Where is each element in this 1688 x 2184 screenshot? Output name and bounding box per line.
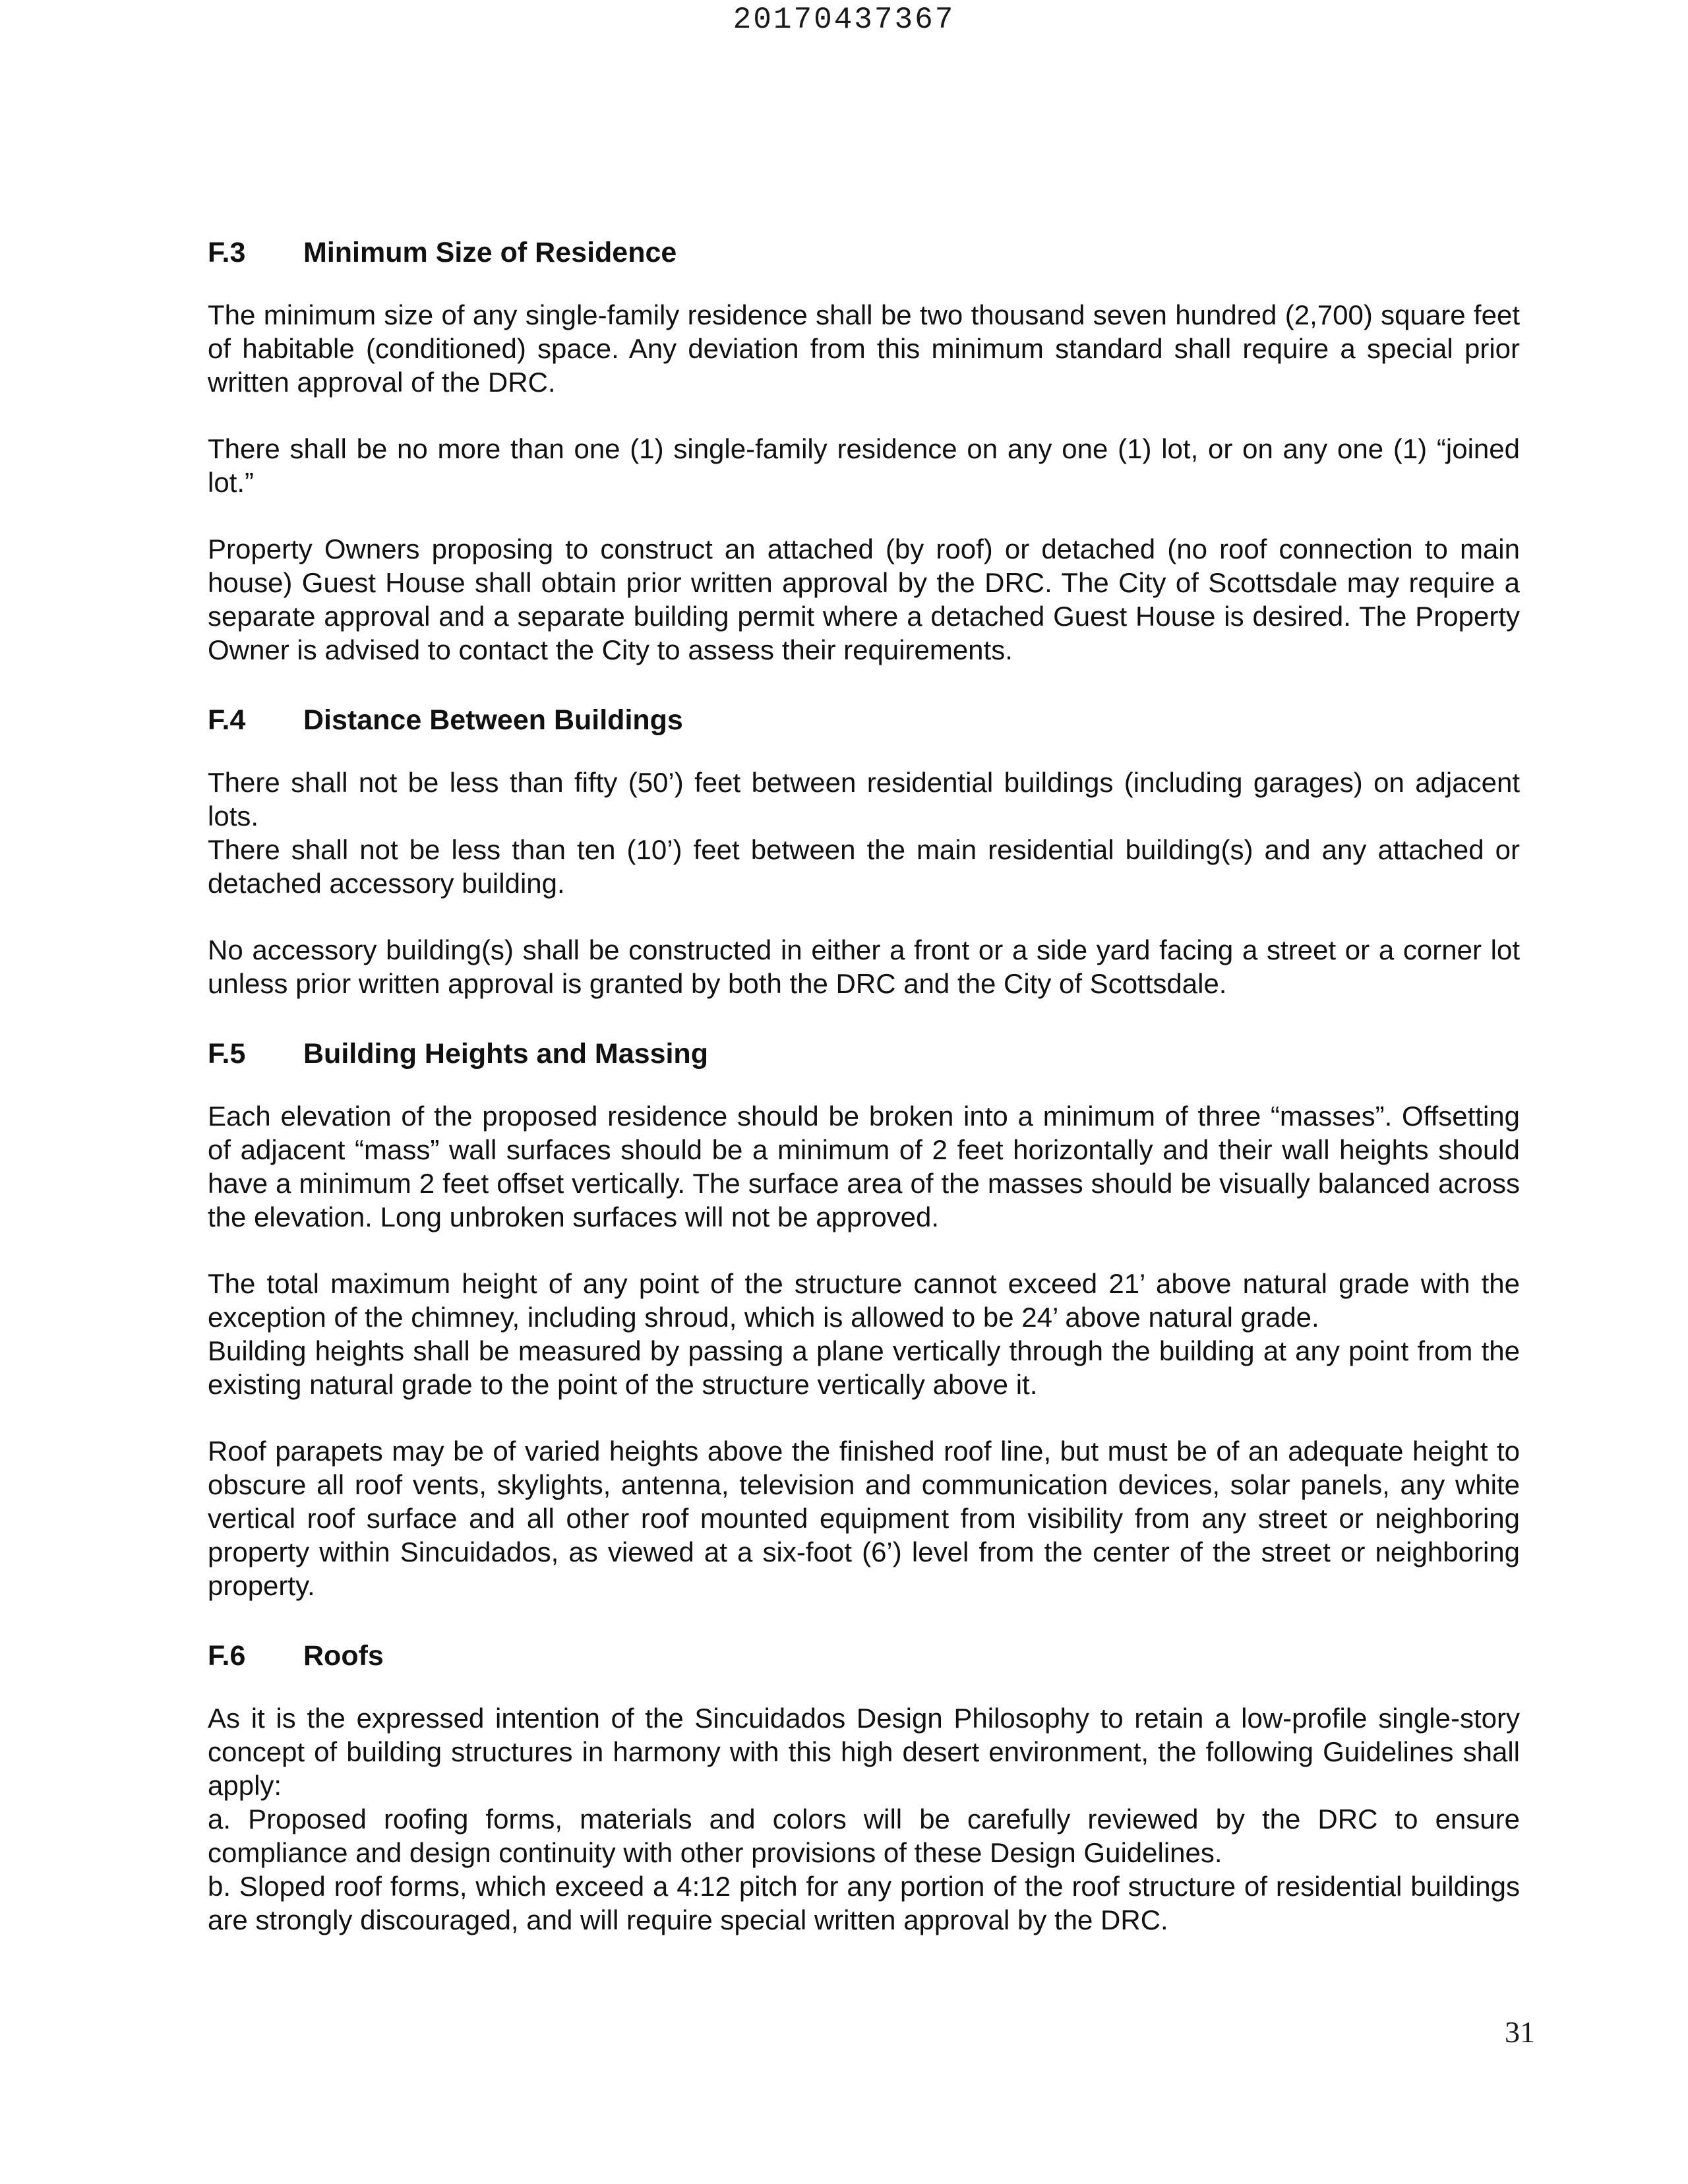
section-title: Building Heights and Massing xyxy=(303,1038,708,1070)
section-f4 xyxy=(208,700,1520,1000)
paragraph: a. Proposed roofing forms, materials and colors will be carefully reviewed by the DRC to ensure compliance and design continuity with other provisions of these Design Guidelines. xyxy=(208,1804,1520,1868)
section-number: F.3 xyxy=(208,237,246,268)
paragraph: b. Sloped roof forms, which exceed a 4:12 pitch for any portion of the roof structure of residential buildings are strongly discouraged, and will require special written approval by the DRC. xyxy=(208,1871,1520,1935)
paragraph: Roof parapets may be of varied heights above the finished roof line, but must be of an adequate height to obscure all roof vents, skylights, antenna, television and communication devices, solar panels, any white vertical roof surface and all other roof mounted equipment from visibility from any street or neighboring property within Sincuidados, as viewed at a six-foot (6’) level from the center of the street or neighboring property. xyxy=(208,1436,1520,1601)
document-number: 20170437367 xyxy=(733,3,955,37)
section-heading xyxy=(208,1033,1520,1074)
section-title: Distance Between Buildings xyxy=(303,704,683,736)
section-f3 xyxy=(208,232,1520,667)
paragraph: Each elevation of the proposed residence should be broken into a minimum of three “masses”. Offsetting of adjacent “mass” wall surfaces should be a minimum of 2 feet horizontally and their wall heights should have a minimum 2 feet offset vertically. The surface area of the masses should be visually balanced across the elevation. Long unbroken surfaces will not be approved. xyxy=(208,1101,1520,1232)
page-number: 31 xyxy=(1505,2015,1535,2049)
paragraph: Property Owners proposing to construct an attached (by roof) or detached (no roof connection to main house) Guest House shall obtain prior written approval by the DRC. The City of Scottsdale may require a separate approval and a separate building permit where a detached Guest House is desired. The Property Owner is advised to contact the City to assess their requirements. xyxy=(208,533,1520,665)
paragraph: No accessory building(s) shall be constructed in either a front or a side yard facing a street or a corner lot unless prior written approval is granted by both the DRC and the City of Scottsdale. xyxy=(208,934,1520,999)
paragraph: There shall not be less than fifty (50’) feet between residential buildings (including garages) on adjacent lots. xyxy=(208,767,1520,832)
section-number: F.5 xyxy=(208,1038,246,1070)
paragraph: Building heights shall be measured by passing a plane vertically through the building at any point from the existing natural grade to the point of the structure vertically above it. xyxy=(208,1335,1520,1400)
page-content xyxy=(208,232,1520,1970)
section-title: Roofs xyxy=(303,1640,384,1672)
section-heading xyxy=(208,232,1520,273)
section-heading xyxy=(208,700,1520,741)
paragraph: The total maximum height of any point of the structure cannot exceed 21’ above natural grade with the exception of the chimney, including shroud, which is allowed to be 24’ above natural grade. xyxy=(208,1268,1520,1333)
section-f6 xyxy=(208,1635,1520,1937)
section-heading xyxy=(208,1635,1520,1676)
paragraph: As it is the expressed intention of the Sincuidados Design Philosophy to retain a low-profile single-story concept of building structures in harmony with this high desert environment, the following Guidelines shall apply: xyxy=(208,1703,1520,1801)
paragraph: The minimum size of any single-family residence shall be two thousand seven hundred (2,700) square feet of habitable (conditioned) space. Any deviation from this minimum standard shall require a special prior written approval of the DRC. xyxy=(208,299,1520,398)
section-title: Minimum Size of Residence xyxy=(303,237,677,268)
paragraph: There shall not be less than ten (10’) feet between the main residential building(s) and any attached or detached accessory building. xyxy=(208,834,1520,899)
section-f5 xyxy=(208,1033,1520,1602)
section-number: F.4 xyxy=(208,704,246,736)
paragraph: There shall be no more than one (1) single-family residence on any one (1) lot, or on any one (1) “joined lot.” xyxy=(208,433,1520,498)
section-number: F.6 xyxy=(208,1640,246,1672)
